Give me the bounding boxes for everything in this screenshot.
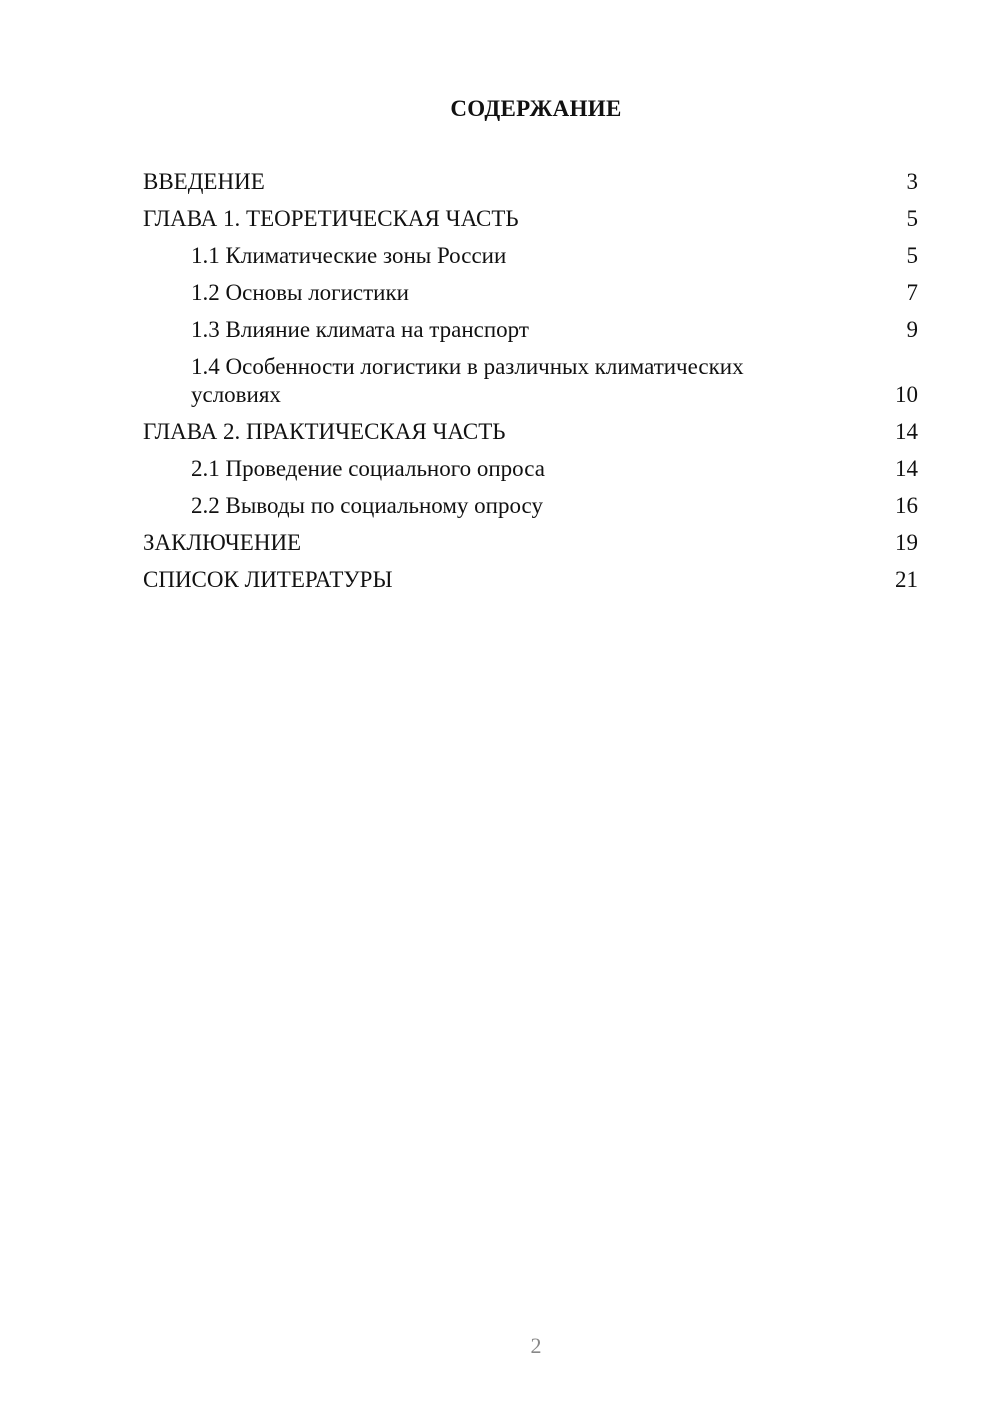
toc-entry-text: ГЛАВА 2. ПРАКТИЧЕСКАЯ ЧАСТЬ: [143, 419, 506, 444]
toc-entry-text: ГЛАВА 1. ТЕОРЕТИЧЕСКАЯ ЧАСТЬ: [143, 206, 519, 231]
toc-entry-page: 14: [895, 419, 918, 444]
toc-entry-text: 2.1 Проведение социального опроса: [191, 456, 545, 481]
toc-entry-section-1-4: [143, 353, 918, 409]
table-of-contents: [143, 168, 918, 603]
toc-entry-introduction: [143, 168, 918, 196]
toc-entry-text: ЗАКЛЮЧЕНИЕ: [143, 530, 302, 555]
toc-entry-page: 5: [906, 206, 918, 231]
toc-entry-text: ВВЕДЕНИЕ: [143, 169, 265, 194]
toc-entry-text: 1.1 Климатические зоны России: [191, 243, 507, 268]
toc-entry-page: 14: [895, 456, 918, 481]
toc-entry-section-2-2: [143, 492, 918, 520]
toc-entry-section-1-1: [143, 242, 918, 270]
toc-entry-page: 10: [895, 382, 918, 407]
page-number: 2: [530, 1333, 542, 1358]
toc-title: СОДЕРЖАНИЕ: [450, 96, 622, 121]
toc-entry-chapter-1: [143, 205, 918, 233]
toc-entry-page: 7: [906, 280, 918, 305]
toc-entry-page: 3: [906, 169, 918, 194]
toc-entry-page: 16: [895, 493, 918, 518]
toc-entry-text: 2.2 Выводы по социальному опросу: [191, 493, 543, 518]
toc-entry-page: 21: [895, 567, 918, 592]
toc-entry-text: 1.4 Особенности логистики в различных климатических условиях: [191, 354, 744, 407]
toc-entry-page: 5: [906, 243, 918, 268]
toc-entry-section-1-2: [143, 279, 918, 307]
toc-entry-section-1-3: [143, 316, 918, 344]
toc-entry-page: 9: [906, 317, 918, 342]
toc-entry-conclusion: [143, 529, 918, 557]
toc-entry-chapter-2: [143, 418, 918, 446]
toc-entry-text: 1.2 Основы логистики: [191, 280, 409, 305]
toc-entry-text: 1.3 Влияние климата на транспорт: [191, 317, 529, 342]
toc-entry-text: СПИСОК ЛИТЕРАТУРЫ: [143, 567, 393, 592]
toc-entry-references: [143, 566, 918, 594]
toc-entry-section-2-1: [143, 455, 918, 483]
toc-entry-page: 19: [895, 530, 918, 555]
